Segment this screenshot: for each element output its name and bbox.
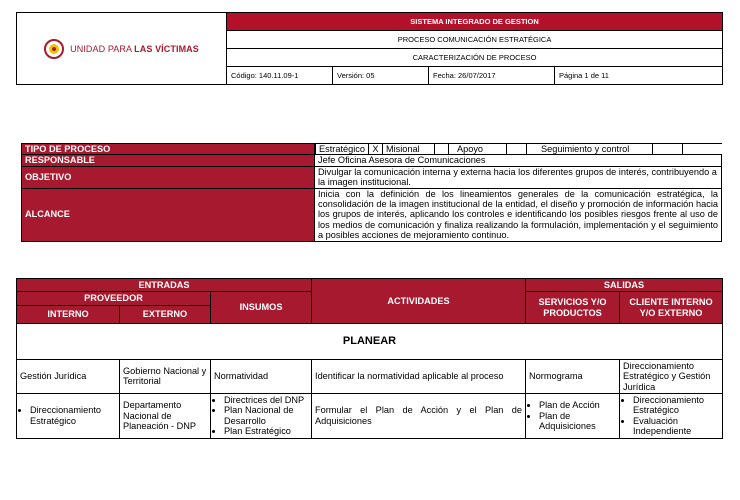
characterization-table — [16, 278, 723, 439]
row1-insumos: Normatividad — [211, 359, 312, 393]
table-row — [17, 394, 723, 439]
row1-producto: Normograma — [526, 359, 620, 393]
row2-externo: Departamento Nacional de Planeación - DNP — [120, 394, 211, 439]
interno-header: INTERNO — [17, 305, 120, 323]
objetivo-value: Divulgar la comunicación interna y externa hacia los diferentes grupos de interés, contribuyendo a la imagen institucional. — [315, 166, 722, 188]
externo-header: EXTERNO — [120, 305, 211, 323]
tipo-mark-apoyo — [507, 144, 527, 154]
insumos-header: INSUMOS — [211, 292, 312, 323]
table-row — [17, 359, 723, 393]
list-item: • Plan de Adquisiciones — [539, 411, 616, 432]
servicios-productos-header: SERVICIOS Y/O PRODUCTOS — [526, 292, 620, 323]
row1-interno: Gestión Jurídica — [17, 359, 120, 393]
logo-text: UNIDAD PARA LAS VÍCTIMAS — [70, 43, 199, 54]
document-version: Versión: 05 — [333, 67, 429, 85]
salidas-header: SALIDAS — [526, 279, 723, 292]
actividades-header: ACTIVIDADES — [312, 279, 526, 324]
tipo-mark-seguimiento — [653, 144, 683, 154]
row1-cliente: Direccionamiento Estratégico y Gestión Jurídica — [620, 359, 723, 393]
unidad-victimas-logo — [17, 13, 226, 84]
entradas-header: ENTRADAS — [17, 279, 312, 292]
list-item: • Direccionamiento Estratégico — [30, 405, 116, 426]
document-type: CARACTERIZACIÓN DE PROCESO — [227, 49, 723, 67]
list-item: • Directrices del DNP — [224, 395, 308, 405]
objetivo-label: OBJETIVO — [22, 166, 315, 188]
tipo-proceso-label: TIPO DE PROCESO — [22, 144, 315, 155]
list-item: • Plan Nacional de Desarrollo — [224, 405, 308, 426]
tipo-option-misional: Misional — [383, 144, 435, 154]
phase-planear: PLANEAR — [17, 323, 723, 359]
document-header — [16, 12, 723, 85]
tipo-option-estrategico: Estratégico — [316, 144, 369, 154]
alcance-label: ALCANCE — [22, 188, 315, 241]
list-item: • Plan de Acción — [539, 400, 616, 410]
list-item: • Plan Estratégico — [224, 426, 308, 436]
row2-clientes — [620, 394, 723, 439]
tipo-mark-estrategico: X — [369, 144, 383, 154]
tipo-proceso-options — [315, 144, 722, 155]
list-item: • Direccionamiento Estratégico — [633, 395, 719, 416]
logo-emblem-icon — [44, 39, 64, 59]
row2-insumos — [211, 394, 312, 439]
alcance-value: Inicia con la definición de los lineamientos generales de la comunicación estratégica, la consolidación de la imagen institucional de la entidad, el diseño y promoción de información hacia los grupos de interés, aplicando los controles e identificando los posibles riesgos frente al uso de los medios de comunicación y finaliza realizando la formulación, implementación y el seguimiento a posibles acciones de mejoramiento continuo. — [315, 188, 722, 241]
document-date: Fecha: 26/07/2017 — [429, 67, 555, 85]
responsable-label: RESPONSABLE — [22, 155, 315, 166]
row2-actividad: Formular el Plan de Acción y el Plan de Adquisiciones — [312, 394, 526, 439]
tipo-mark-misional — [435, 144, 449, 154]
process-info-table — [21, 143, 722, 242]
system-title: SISTEMA INTEGRADO DE GESTION — [227, 13, 723, 31]
tipo-option-apoyo: Apoyo — [449, 144, 507, 154]
logo-cell — [17, 13, 227, 85]
page-number: Página 1 de 11 — [555, 67, 723, 85]
cliente-header: CLIENTE INTERNO Y/O EXTERNO — [620, 292, 723, 323]
row1-externo: Gobierno Nacional y Territorial — [120, 359, 211, 393]
list-item: • Evaluación Independiente — [633, 416, 719, 437]
row1-actividad: Identificar la normatividad aplicable al proceso — [312, 359, 526, 393]
tipo-option-seguimiento: Seguimiento y control — [527, 144, 653, 154]
row2-productos — [526, 394, 620, 439]
proveedor-header: PROVEEDOR — [17, 292, 211, 305]
responsable-value: Jefe Oficina Asesora de Comunicaciones — [315, 155, 722, 166]
process-name: PROCESO COMUNICACIÓN ESTRATÉGICA — [227, 31, 723, 49]
document-code: Código: 140.11.09-1 — [227, 67, 333, 85]
row2-interno — [17, 394, 120, 439]
